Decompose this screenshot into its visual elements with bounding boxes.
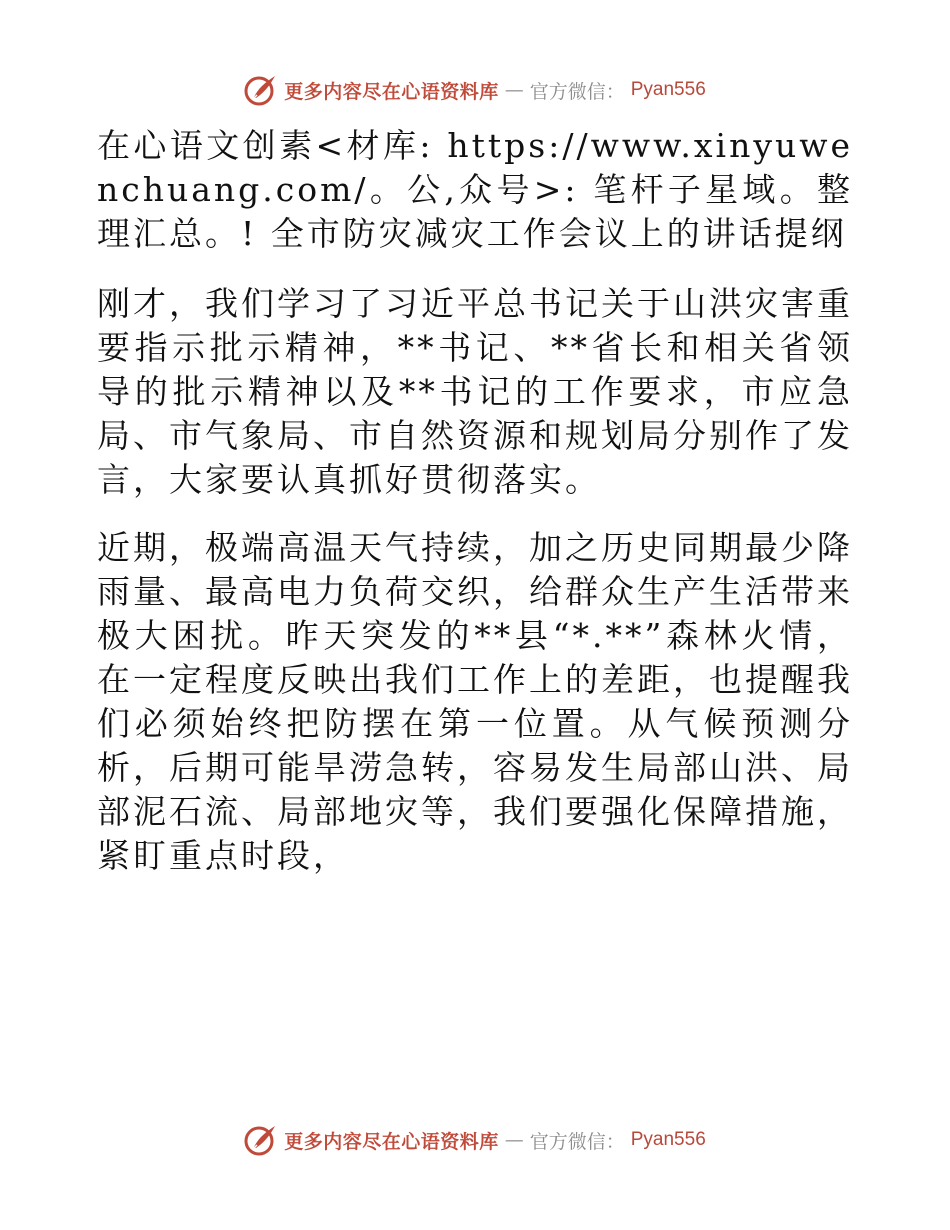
- footer-watermark: [0, 1120, 950, 1160]
- quill-logo-icon: [244, 73, 278, 107]
- watermark-separator: —: [504, 1129, 524, 1151]
- watermark-separator: —: [504, 79, 524, 101]
- watermark-brand-text: 更多内容尽在心语资料库: [284, 80, 499, 103]
- document-body: [97, 124, 853, 902]
- watermark-suffix: 官方微信：: [529, 80, 625, 103]
- quill-logo-icon: [244, 1123, 278, 1157]
- document-paragraph: 刚才，我们学习了习近平总书记关于山洪灾害重要指示批示精神，**书记、**省长和相关省领导的批示精神以及**书记的工作要求，市应急局、市气象局、市自然资源和规划局分别作了发言，大家要认真抓好贯彻落实。: [97, 284, 853, 499]
- watermark-suffix: 官方微信：: [529, 1130, 625, 1153]
- watermark-wechat-id: Pyan556: [630, 79, 706, 100]
- watermark-brand-text: 更多内容尽在心语资料库: [284, 1130, 499, 1153]
- document-paragraph: 近期，极端高温天气持续，加之历史同期最少降雨量、最高电力负荷交织，给群众生产生活带来极大困扰。昨天突发的**县“*.**”森林火情，在一定程度反映出我们工作上的差距，也提醒我们必须始终把防摆在第一位置。从气候预测分析，后期可能旱涝急转，容易发生局部山洪、局部泥石流、局部地灾等，我们要强化保障措施，紧盯重点时段，: [97, 528, 853, 875]
- header-watermark: [0, 70, 950, 110]
- watermark-wechat-id: Pyan556: [630, 1129, 706, 1150]
- document-title-paragraph: 在心语文创素<材库: https://www.xinyuwenchuang.com/。公,众号>: 笔杆子星域。整理汇总。! 全市防灾减灾工作会议上的讲话提纲: [97, 126, 853, 253]
